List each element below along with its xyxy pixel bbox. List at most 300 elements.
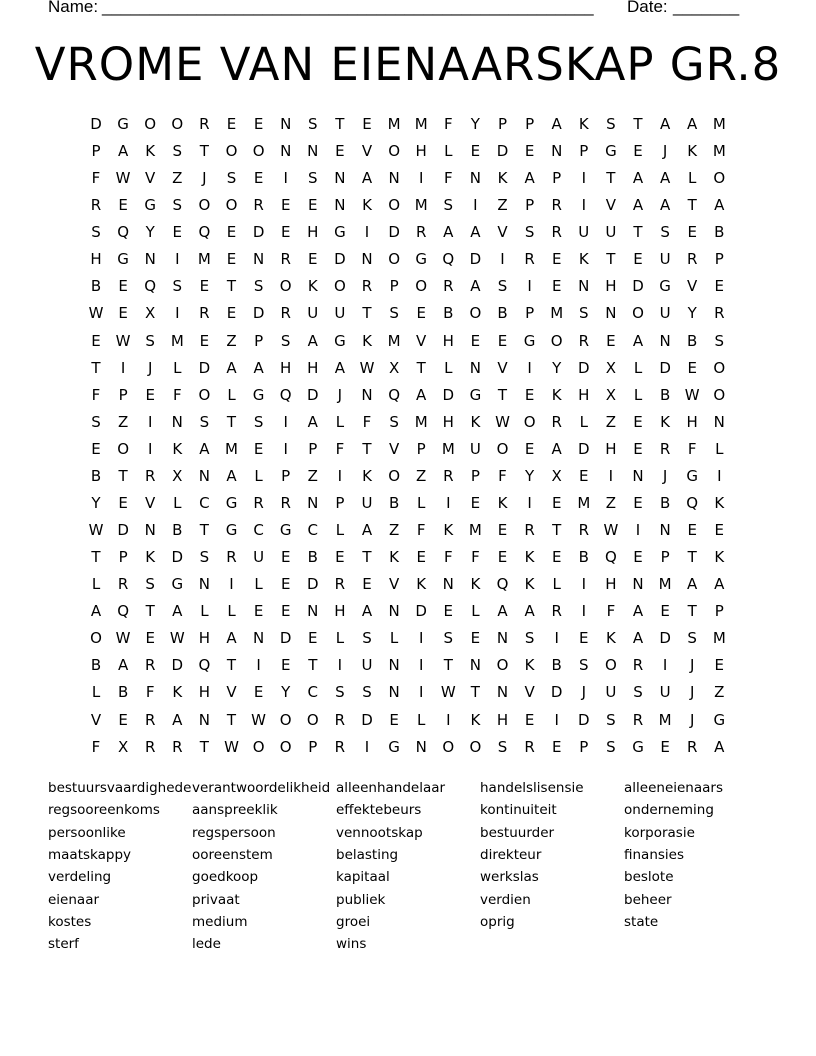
grid-letter: S [145,331,155,350]
grid-letter: R [632,710,644,729]
grid-letter: I [500,250,505,269]
grid-letter: S [606,115,616,133]
grid-letter: M [170,331,184,350]
grid-letter: I [418,683,424,702]
grid-letter: Y [687,304,697,323]
grid-letter: K [714,548,725,567]
grid-letter: A [714,737,725,756]
grid-letter: D [659,358,671,377]
grid-letter: P [308,439,318,458]
header [48,0,748,19]
grid-letter: O [333,277,346,296]
grid-letter: V [145,493,156,512]
grid-letter: G [469,385,482,404]
grid-letter: G [388,737,400,756]
word-list-item: wins [336,936,367,953]
grid-letter: S [606,710,616,729]
grid-letter: H [496,710,509,729]
grid-letter: N [144,250,156,269]
grid-letter: W [440,683,456,702]
grid-letter: N [415,737,427,756]
grid-letter: E [497,521,508,540]
grid-letter: K [362,196,372,215]
grid-letter: F [335,439,345,458]
grid-letter: T [226,656,237,675]
grid-letter: L [227,385,236,404]
grid-letter: F [145,683,155,702]
grid-letter: G [334,223,346,242]
grid-letter: F [416,521,426,540]
grid-letter: Y [470,115,480,133]
grid-letter: F [362,412,372,431]
grid-letter: V [90,710,102,729]
grid-letter: M [387,115,401,133]
grid-letter: A [659,169,671,188]
word-list-item: alleenhandelaar [336,780,446,796]
grid-letter: K [714,493,725,512]
grid-letter: O [469,737,482,756]
grid-letter: N [388,169,400,188]
grid-letter: S [389,304,399,323]
grid-letter: E [280,548,291,567]
grid-letter: J [689,656,695,675]
grid-letter: E [308,196,318,215]
grid-letter: G [605,142,617,161]
grid-letter: V [497,223,508,242]
grid-letter: N [469,656,481,675]
grid-letter: E [497,548,508,567]
grid-letter: P [579,737,589,756]
grid-letter: E [633,493,643,512]
grid-letter: O [144,115,157,133]
grid-letter: I [120,358,126,377]
grid-letter: E [470,629,481,648]
grid-letter: N [469,169,481,188]
grid-letter: D [90,115,102,133]
grid-letter: I [581,169,587,188]
grid-letter: X [605,385,617,404]
grid-letter: R [90,196,102,215]
grid-letter: L [579,412,588,431]
grid-letter: V [361,142,373,161]
grid-letter: W [603,521,619,540]
word-list-item: handelslisensie [480,780,584,796]
grid-letter: O [279,710,292,729]
grid-letter: K [470,412,481,431]
grid-letter: E [633,412,643,431]
grid-letter: B [687,331,698,350]
word-list-item: onderneming [624,802,714,819]
word-list-item: verdien [480,891,531,908]
grid-letter: E [335,548,345,567]
grid-letter: G [415,250,427,269]
grid-letter: Y [552,358,562,377]
grid-letter: V [226,683,237,702]
grid-letter: I [337,466,343,485]
word-list-item: kontinuiteit [480,802,557,819]
grid-letter: E [253,169,264,188]
grid-letter: N [469,358,481,377]
grid-letter: O [523,412,536,431]
grid-letter: T [687,196,697,215]
grid-letter: S [172,196,183,215]
grid-letter: N [198,710,210,729]
grid-letter: O [90,629,102,648]
grid-letter: N [307,142,319,161]
grid-letter: S [308,169,318,188]
grid-letter: G [144,196,156,215]
grid-letter: I [283,439,288,458]
grid-letter: E [714,521,725,540]
grid-letter: I [147,412,153,431]
grid-letter: I [446,493,451,512]
grid-letter: E [226,250,237,269]
grid-letter: O [388,142,400,161]
grid-letter: K [524,656,535,675]
grid-letter: H [334,602,346,621]
grid-letter: E [470,331,481,350]
grid-letter: T [416,358,426,377]
grid-letter: E [524,439,535,458]
grid-letter: L [633,358,643,377]
grid-letter: J [581,683,587,702]
grid-letter: G [117,250,129,269]
grid-letter: F [443,169,453,188]
grid-letter: E [524,710,535,729]
grid-letter: E [470,142,481,161]
grid-letter: I [581,196,587,215]
grid-letter: E [118,277,128,296]
grid-letter: O [713,169,726,188]
grid-letter: N [496,683,509,702]
grid-letter: B [117,683,129,702]
grid-letter: F [172,385,182,404]
grid-letter: I [554,629,559,648]
grid-letter: T [362,439,372,458]
grid-letter: V [497,358,508,377]
grid-letter: S [172,277,183,296]
grid-letter: I [473,196,478,215]
grid-letter: O [198,385,211,404]
grid-letter: A [687,115,698,133]
grid-letter: B [172,521,183,540]
grid-letter: U [253,548,265,567]
grid-letter: A [632,602,644,621]
grid-letter: I [554,710,559,729]
grid-letter: E [416,548,426,567]
grid-letter: B [443,304,454,323]
grid-letter: X [145,304,156,323]
grid-letter: L [444,142,453,161]
grid-letter: R [280,493,291,512]
grid-letter: H [605,575,617,594]
grid-letter: Q [442,250,455,269]
grid-letter: R [415,223,427,242]
name-label: Name: [48,0,99,16]
grid-letter: N [442,575,454,594]
grid-letter: S [660,223,670,242]
grid-letter: R [334,575,346,594]
grid-letter: G [686,466,698,485]
grid-letter: D [279,629,292,648]
grid-letter: Q [198,656,211,675]
grid-letter: O [388,466,400,485]
word-list-item: regspersoon [192,824,276,841]
grid-letter: K [470,710,481,729]
grid-letter: N [632,466,644,485]
word-list-item: lede [192,936,221,953]
grid-letter: P [552,169,562,188]
grid-letter: P [660,548,670,567]
word-list-item: bestuurder [480,824,555,841]
grid-letter: A [524,602,535,621]
grid-letter: N [632,575,644,594]
grid-letter: O [442,737,455,756]
grid-letter: R [443,466,454,485]
grid-letter: M [468,521,482,540]
grid-letter: T [497,385,508,404]
grid-letter: E [606,331,616,350]
grid-letter: I [662,656,668,675]
grid-letter: M [197,250,211,269]
word-list-item: aanspreeklik [192,802,278,819]
word-list-item: direkteur [480,846,542,863]
grid-letter: E [551,548,562,567]
grid-letter: S [199,548,210,567]
grid-letter: S [145,575,155,594]
grid-letter: K [524,575,535,594]
grid-letter: G [171,575,184,594]
grid-letter: U [605,223,617,242]
word-list-item: goedkoop [192,869,259,886]
grid-letter: R [144,466,156,485]
grid-letter: X [172,466,183,485]
grid-letter: H [415,142,427,161]
grid-letter: A [659,115,671,133]
grid-letter: R [551,196,562,215]
grid-letter: F [91,385,101,404]
grid-letter: P [335,493,345,512]
grid-letter: K [497,493,508,512]
grid-letter: V [416,331,427,350]
grid-letter: R [551,223,562,242]
grid-letter: A [226,358,237,377]
grid-letter: I [283,169,288,188]
grid-letter: T [308,656,318,675]
grid-letter: N [551,142,563,161]
grid-letter: N [388,683,400,702]
word-list-item: privaat [192,891,240,908]
grid-letter: U [469,439,481,458]
grid-letter: A [524,169,535,188]
grid-letter: J [337,385,343,404]
grid-letter: S [199,412,210,431]
grid-letter: O [388,196,400,215]
grid-letter: L [389,629,399,648]
grid-letter: S [633,683,643,702]
grid-letter: E [145,629,155,648]
grid-letter: H [198,629,211,648]
grid-letter: D [632,277,644,296]
grid-letter: E [497,331,508,350]
grid-letter: I [175,304,180,323]
grid-letter: E [389,710,399,729]
grid-letter: D [252,304,265,323]
grid-letter: A [659,196,671,215]
grid-letter: T [633,115,643,133]
grid-letter: E [362,115,372,133]
grid-letter: N [307,602,319,621]
grid-letter: Y [91,493,101,512]
grid-letter: L [335,629,345,648]
grid-letter: R [144,656,156,675]
grid-letter: E [145,385,155,404]
grid-letter: B [714,223,725,242]
grid-letter: I [418,629,424,648]
grid-letter: W [88,304,104,323]
grid-letter: N [605,304,617,323]
grid-letter: I [364,737,370,756]
grid-letter: A [361,169,373,188]
grid-letter: Z [605,412,617,431]
grid-letter: K [551,385,562,404]
grid-letter: A [416,385,427,404]
grid-letter: H [198,683,211,702]
grid-letter: M [414,196,428,215]
grid-letter: E [280,196,291,215]
grid-letter: T [145,602,155,621]
word-list-item: korporasie [624,824,695,841]
grid-letter: P [714,250,724,269]
grid-letter: P [579,142,589,161]
grid-letter: S [443,196,454,215]
grid-letter: R [117,575,129,594]
grid-letter: D [550,683,563,702]
grid-letter: I [635,521,641,540]
grid-letter: A [172,602,183,621]
grid-letter: E [714,656,725,675]
grid-letter: J [689,683,695,702]
grid-letter: Q [686,493,699,512]
grid-letter: O [252,737,265,756]
grid-letter: E [524,142,535,161]
grid-letter: E [280,575,291,594]
grid-letter: A [687,575,698,594]
grid-letter: S [714,331,725,350]
grid-letter: E [308,629,318,648]
grid-letter: P [308,737,318,756]
grid-letter: L [200,602,209,621]
grid-letter: S [524,629,535,648]
grid-letter: W [224,737,239,756]
grid-letter: K [145,548,156,567]
grid-letter: A [172,710,183,729]
grid-letter: N [388,602,400,621]
grid-letter: A [334,358,346,377]
grid-letter: K [687,142,698,161]
word-list-item: belasting [336,846,399,863]
grid-letter: B [497,304,508,323]
grid-letter: O [415,277,428,296]
grid-letter: H [442,412,454,431]
grid-letter: I [717,466,722,485]
word-list-item: kostes [48,913,92,930]
grid-letter: W [684,385,700,404]
grid-letter: E [660,602,670,621]
word-list-item: ooreenstem [192,846,273,863]
grid-letter: A [307,331,318,350]
grid-letter: S [253,277,264,296]
grid-letter: H [307,223,319,242]
grid-letter: R [659,439,671,458]
grid-letter: L [715,439,724,458]
grid-letter: K [307,277,318,296]
grid-letter: R [686,250,698,269]
grid-letter: R [172,737,183,756]
word-list-item: maatskappy [48,846,132,863]
grid-letter: F [687,439,697,458]
grid-letter: E [335,142,345,161]
grid-letter: V [388,439,400,458]
grid-letter: P [525,196,535,215]
grid-letter: Z [388,521,400,540]
word-list [48,777,768,957]
grid-letter: L [173,358,182,377]
grid-letter: N [144,521,156,540]
grid-letter: J [662,466,668,485]
grid-letter: H [578,385,590,404]
grid-letter: T [470,683,480,702]
grid-letter: L [552,575,561,594]
grid-letter: G [523,331,536,350]
name-line: ____________________________________________________ [102,0,594,16]
grid-letter: K [470,575,481,594]
grid-letter: G [279,521,292,540]
grid-letter: A [470,223,481,242]
grid-letter: E [579,629,589,648]
grid-letter: R [199,115,210,133]
grid-letter: A [632,331,644,350]
grid-letter: E [253,602,264,621]
grid-letter: E [118,304,128,323]
grid-letter: D [334,250,346,269]
grid-letter: R [253,493,264,512]
grid-letter: R [253,196,264,215]
word-list-item: vennootskap [336,824,423,841]
grid-letter: N [388,656,400,675]
word-list-item: beheer [624,891,672,908]
grid-letter: O [198,196,211,215]
grid-letter: L [254,466,263,485]
grid-letter: H [442,331,454,350]
grid-letter: A [551,115,562,133]
grid-letter: U [659,304,671,323]
grid-letter: H [605,277,617,296]
grid-letter: W [88,521,104,540]
grid-letter: R [280,250,291,269]
grid-letter: G [117,115,129,133]
page-title: VROME VAN EIENAARSKAP GR.8 [34,38,782,91]
grid-letter: L [254,575,263,594]
word-list-item: publiek [336,891,386,908]
grid-letter: V [388,575,400,594]
grid-letter: C [307,683,319,702]
grid-letter: D [578,439,590,458]
grid-letter: E [280,602,291,621]
grid-letter: X [551,466,562,485]
grid-letter: E [226,223,237,242]
grid-letter: I [364,223,370,242]
